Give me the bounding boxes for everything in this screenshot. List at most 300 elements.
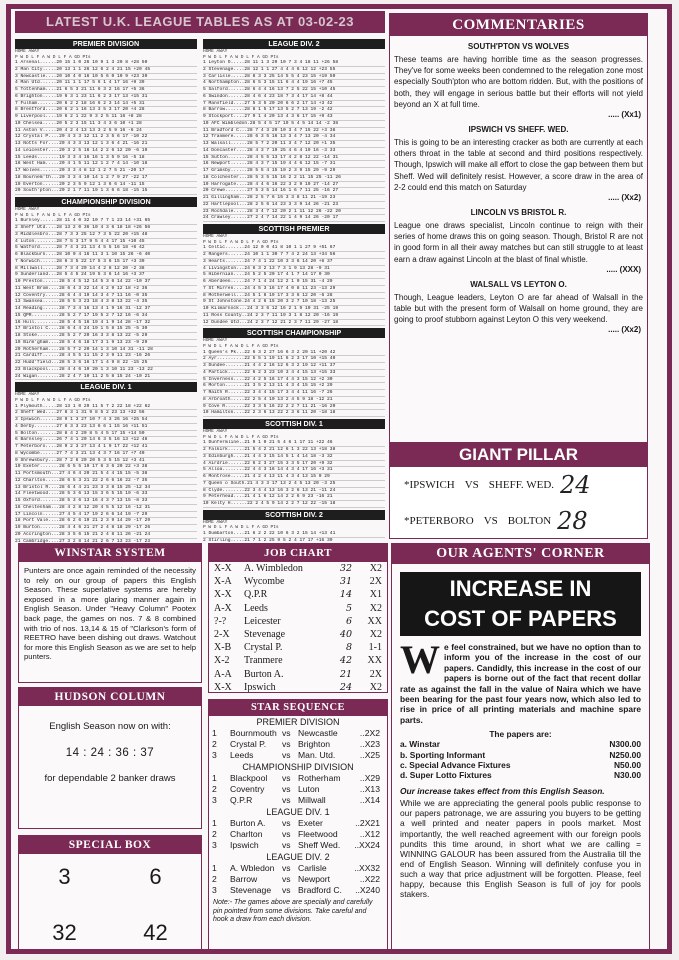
fixture-away: Bradford C. (298, 885, 342, 895)
table-row: 2 Stevenage....28 12 1 1 27 4 4 4 6 12 12 +23 55 (203, 67, 385, 74)
table-row: 10 Kelty H......22 2 4 5 9 14 2 2 7 12 22 -15 18 (203, 501, 385, 508)
table-row: 23 Blackpool....28 4 4 6 19 20 1 3 10 11 23 -13 22 (15, 367, 197, 374)
table-row: 5 Bolton.......28 8 4 2 20 8 5 4 5 17 15 +14 50 (15, 431, 197, 438)
star-fixture-row (209, 750, 387, 761)
special-number: 3 (58, 864, 71, 889)
table-row: 20 Accrington...28 3 5 6 15 21 2 4 8 11 26 -21 24 (15, 532, 197, 539)
job-team: Stevenage (244, 629, 286, 641)
fixture-home: Ipswich (230, 840, 259, 850)
commentary-item (390, 208, 647, 274)
paper-price-list (392, 725, 649, 784)
table-row: 10 Preston......28 5 4 5 12 14 5 3 6 14 22 -10 37 (15, 279, 197, 286)
league1-table (15, 382, 197, 543)
fixture-away: Newcastle (298, 728, 338, 738)
fixture-number: 3 (212, 840, 217, 850)
job-handwritten-pick: 40 (339, 629, 352, 641)
fixture-away: Man. Utd. (298, 750, 336, 760)
fixture-home: Bournmouth (230, 728, 277, 738)
fixture-pick: ..2X21 (355, 818, 380, 828)
job-team: Wycombe (244, 576, 285, 588)
pillar-handwritten-pick: 28 (557, 507, 588, 535)
table-row: 8 Clyde........22 3 4 4 13 16 3 2 6 13 21 -11 24 (203, 488, 385, 495)
job-chart-row (209, 641, 387, 654)
star-fixture-row (209, 784, 387, 795)
table-row: 11 Portsmouth...27 4 6 4 20 21 5 4 4 15 15 -5 38 (15, 471, 197, 478)
table-row: 20 Crewe........27 5 3 5 14 16 1 6 7 11 25 -16 27 (203, 188, 385, 195)
price-increase-banner (400, 572, 641, 636)
table-rows (203, 350, 385, 418)
fixture-away: Luton (298, 784, 320, 794)
table-row: 1 Celtic.......24 12 0 0 41 8 10 1 1 27 9 +51 67 (203, 245, 385, 252)
table-rows (15, 218, 197, 380)
fixture-away: Millwall (298, 795, 326, 805)
fixture-away: Exeter (298, 818, 323, 828)
table-row: 9 Stockport....27 9 1 4 20 13 4 3 6 17 15 +9 43 (203, 114, 385, 121)
table-row: 3 Dundee.......21 4 4 2 16 12 6 3 2 19 12 +11 37 (203, 363, 385, 370)
fixture-pick: ..XX32 (354, 863, 380, 873)
fixture-pick: ..X12 (359, 829, 380, 839)
table-row: 4 Northampton..28 6 5 3 15 11 6 4 4 19 16 +7 45 (203, 80, 385, 87)
star-fixture-row (209, 728, 387, 739)
paper-name: a. Winstar (400, 739, 440, 750)
table-row: 10 Hamilton....22 2 3 6 13 22 2 3 6 11 20 -18 18 (203, 410, 385, 417)
fixture-number: 2 (212, 874, 217, 884)
fixture-away: Brighton (298, 739, 331, 749)
table-row: 15 Sutton.......28 4 5 5 13 17 4 2 8 12 22 -14 31 (203, 155, 385, 162)
job-handwritten-pick: 6 (345, 615, 352, 627)
fixture-number: 2 (212, 829, 217, 839)
fixture-home: Stevenage (230, 885, 272, 895)
commentary-item (390, 42, 647, 119)
job-team: Burton A. (244, 668, 284, 680)
table-row: 22 Hartlepool...28 2 5 6 14 23 3 3 9 14 26 -21 23 (203, 202, 385, 209)
commentary-title: IPSWICH VS SHEFF. WED. (468, 125, 569, 135)
paper-price: N30.00 (613, 770, 641, 781)
job-chart-row (209, 654, 387, 667)
table-row: 11 West Brom....28 6 4 3 22 14 4 2 9 12 18 +2 36 (15, 286, 197, 293)
table-row: 9 Cove R.......22 3 3 5 16 22 2 2 7 11 21 -16 20 (203, 404, 385, 411)
giant-pillar-panel (389, 442, 648, 539)
job-team: A. Wimbledon (244, 563, 303, 574)
job-code: 2-X (214, 629, 230, 641)
table-row: 1 Leyton O.....28 11 1 3 29 10 7 3 4 18 11 +26 58 (203, 60, 385, 67)
table-row: 2 Sheff Wed....27 8 3 1 31 9 8 5 2 23 13 +32 56 (15, 410, 197, 417)
table-row: 1 Burnley......28 11 4 0 32 10 7 7 1 23 14 +31 65 (15, 218, 197, 225)
paper-price-item (400, 760, 641, 770)
commentary-verdict: ..... (XXX) (606, 264, 641, 274)
commentary-item (390, 125, 647, 202)
pillar-home: *PETERBORO (404, 515, 474, 527)
table-row: 17 Wolves.......20 3 3 4 8 12 1 2 7 5 21 -20 17 (15, 168, 197, 175)
fixture-vs: vs (282, 739, 291, 749)
paper-price-item (400, 770, 641, 780)
star-sequence-heading: STAR SEQUENCE (209, 700, 387, 716)
table-row: 7 Queen o South.21 4 3 3 17 13 2 4 5 13 20 -3 25 (203, 481, 385, 488)
job-chart-panel (208, 543, 388, 693)
hudson-numbers: 14 : 24 : 36 : 37 (65, 747, 155, 759)
table-row: 9 Peterhead....21 4 1 6 12 14 2 2 6 9 23 -16 21 (203, 494, 385, 501)
job-code: A-A (214, 668, 232, 680)
star-sequence-divisions (209, 717, 387, 896)
star-sequence-panel (208, 699, 388, 953)
job-team: Leicester (244, 615, 281, 627)
table-row: 8 Barrow.......28 8 1 5 17 13 5 2 7 13 19 -2 42 (203, 107, 385, 114)
hudson-column-panel (18, 687, 202, 829)
agents-lead-paragraph (392, 637, 649, 725)
table-column-header: P W D L F A W D L F A GD Pts (203, 343, 279, 349)
table-row: 6 Aberdeen.....24 7 1 4 24 12 2 1 9 15 31 -4 29 (203, 279, 385, 286)
commentary-verdict: ..... (Xx2) (608, 325, 641, 335)
table-row: 2 Stirling.....21 7 1 2 25 9 5 2 4 17 17 +16 39 (203, 538, 385, 543)
job-chart-row (209, 615, 387, 628)
table-row: 10 Chelsea.....20 5 2 3 15 11 3 4 3 6 10 +1 28 (15, 121, 197, 128)
table-column-header: P W D L F A W D L F A GD Pts (15, 212, 91, 218)
league-column-right (203, 37, 385, 543)
table-rows (203, 531, 385, 543)
fixture-vs: vs (282, 795, 291, 805)
job-code: ?-? (214, 615, 227, 627)
fixture-number: 2 (212, 784, 217, 794)
table-row: 13 Bristol R....28 6 4 4 21 23 3 3 8 15 25 -12 34 (15, 485, 197, 492)
table-row: 1 Plymouth.....28 13 1 0 29 11 5 7 2 22 18 +22 62 (15, 404, 197, 411)
table-row: 12 Coventry.....28 6 4 4 19 14 3 4 7 11 16 -0 35 (15, 293, 197, 300)
table-row: 4 Luton........28 7 5 3 17 9 5 4 4 17 15 +10 45 (15, 239, 197, 246)
table-rows (203, 440, 385, 508)
fixture-number: 1 (212, 818, 217, 828)
table-row: 1 Dumbarton....21 6 2 2 22 10 6 3 2 15 14 +13 41 (203, 531, 385, 538)
pillar-away: BOLTON (507, 515, 552, 527)
table-row: 4 Derby........27 8 3 3 23 13 6 6 1 15 16 +11 51 (15, 424, 197, 431)
star-sequence-note: Note:- The games above are specially and carefully pin pointed from some divisions. Take careful and hook a draw from each division. (213, 899, 373, 923)
job-code: X-B (214, 642, 232, 654)
commentary-title: LINCOLN VS BRISTOL R. (470, 208, 567, 218)
table-title: LEAGUE DIV. 1 (15, 382, 197, 392)
table-row: 4 Man Utd......20 11 1 1 17 5 6 1 4 17 16 +9 39 (15, 80, 197, 87)
fixture-away: Carlisle (298, 863, 327, 873)
table-row: 2 Falkirk......21 5 4 2 21 12 6 1 3 22 13 +18 38 (203, 447, 385, 454)
job-handwritten-pick: 5 (345, 602, 352, 614)
table-row: 19 Everton......20 2 3 5 9 12 1 3 6 6 14 -11 15 (15, 182, 197, 189)
special-box-panel (18, 835, 202, 953)
table-subheader: HOME AWAY (203, 49, 228, 54)
job-team: Tranmere (244, 655, 283, 667)
table-column-header: P W D L F A W D L F A GD Pts (203, 525, 279, 531)
league-tables (15, 37, 385, 543)
banner-line: COST OF PAPERS (424, 606, 617, 631)
job-code: X-X (214, 681, 232, 693)
commentaries-panel (389, 13, 648, 483)
table-row: 1 Queen's Pk...22 6 3 2 27 16 6 3 2 20 11 +20 42 (203, 350, 385, 357)
table-row: 13 Notts For....20 4 3 3 13 12 1 3 6 4 21 -16 21 (15, 141, 197, 148)
table-row: 12 Charlton.....28 6 5 3 21 22 2 6 6 16 22 -7 35 (15, 478, 197, 485)
table-row: 5 Salford......28 6 4 4 16 13 7 2 5 22 15 +10 45 (203, 87, 385, 94)
fixture-vs: vs (282, 885, 291, 895)
job-handwritten-pick: 32 (339, 563, 352, 574)
star-fixture-row (209, 863, 387, 874)
table-subheader: HOME AWAY (203, 519, 228, 525)
table-row: 6 Morton.......21 3 5 2 13 11 4 3 4 15 15 +2 29 (203, 383, 385, 390)
agents-corner-panel (391, 543, 650, 953)
price-effective-note: Our increase takes effect from this English Season. (400, 786, 605, 797)
star-fixture-row (209, 829, 387, 840)
banner-line: INCREASE IN (449, 576, 592, 601)
fixture-home: Burton A. (230, 818, 266, 828)
fixture-vs: vs (282, 818, 291, 828)
league2-table (203, 39, 385, 222)
table-row: 3 Newcastle....20 10 4 0 16 10 5 6 0 10 9 +23 39 (15, 74, 197, 81)
papers-label: The papers are: (489, 729, 552, 740)
job-odds: 2X (369, 668, 382, 680)
fixture-home: Crystal P. (230, 739, 267, 749)
fixture-pick: ..X14 (359, 795, 380, 805)
table-row: 11 Bradford C...28 7 4 3 20 10 3 4 7 15 22 +3 38 (203, 128, 385, 135)
fixture-number: 2 (212, 739, 217, 749)
table-row: 4 Partick......22 6 2 3 23 10 3 4 4 15 13 +15 33 (203, 370, 385, 377)
job-handwritten-pick: 21 (339, 668, 352, 680)
star-fixture-row (209, 739, 387, 750)
fixture-home: Coventry (230, 784, 265, 794)
table-row: 4 Airdrie......22 6 2 3 27 15 3 3 5 17 20 +9 32 (203, 461, 385, 468)
premier-table (15, 39, 197, 195)
table-row: 16 Cheltenham...28 4 2 8 12 20 4 5 5 12 16 -12 31 (15, 505, 197, 512)
job-odds: X2 (369, 629, 382, 641)
job-odds: XX (367, 615, 382, 627)
job-odds: 2X (369, 576, 382, 588)
fixture-pick: ..X240 (355, 885, 380, 895)
pillar-handwritten-pick: 24 (560, 471, 591, 499)
paper-price: N50.00 (613, 759, 641, 770)
table-row: 19 Birm'gham....28 5 4 6 18 17 3 1 9 13 23 -9 29 (15, 340, 197, 347)
table-row: 5 Watford......28 7 4 3 21 13 4 5 5 16 18 +6 42 (15, 245, 197, 252)
job-odds: 1-1 (368, 642, 382, 654)
table-title: PREMIER DIVISION (15, 39, 197, 49)
fixture-home: Q.P.R (230, 795, 253, 805)
star-fixture-row (209, 874, 387, 885)
special-heading: SPECIAL BOX (19, 836, 201, 854)
table-row: 14 Reading......28 7 3 4 16 13 4 1 9 16 31 -12 37 (15, 306, 197, 313)
table-row: 24 Wigan........28 2 4 7 10 11 2 5 8 15 24 -10 21 (15, 374, 197, 381)
table-row: 15 Oxford.......28 5 3 6 13 16 4 3 7 13 15 -8 33 (15, 498, 197, 505)
table-row: 2 Sheff Utd....28 13 2 0 36 10 4 3 6 18 18 +26 56 (15, 225, 197, 232)
table-rows (203, 245, 385, 326)
table-row: 6 Montrose.....21 4 2 4 13 11 4 3 4 13 15 0 29 (203, 474, 385, 481)
lead-text: e feel constrained, but we have no option than to inform you of the increase in the cost of our papers. Candidly, this increase in the cost of our papers is borne out of the fact that recent dollar rate as against the fall in the value of Naira which we have been bearing for the past four years now, which also led to rise in price of all printing materials and machine spare parts. (400, 642, 641, 725)
commentary-verdict: ..... (Xx1) (608, 110, 641, 120)
winstar-system-panel (18, 543, 202, 683)
table-subheader: HOME AWAY (15, 49, 40, 54)
fixture-home: Leeds (230, 750, 254, 760)
table-row: 22 Hudd'field...28 5 3 6 16 17 1 4 9 8 22 -15 25 (15, 360, 197, 367)
table-row: 2 Rangers......24 10 1 1 30 7 7 4 2 24 13 +34 56 (203, 252, 385, 259)
table-row: 9 Liverpool....19 6 2 1 22 9 3 2 5 11 16 +8 28 (15, 114, 197, 121)
table-row: 6 Blackburn....28 10 0 4 16 11 3 1 10 15 26 -6 40 (15, 252, 197, 259)
star-fixture-row (209, 773, 387, 784)
special-number: 6 (149, 864, 162, 889)
job-code: X-X (214, 563, 232, 574)
giant-pillar-heading: GIANT PILLAR (390, 443, 647, 467)
table-row: 3 Carlisle.....28 8 3 3 25 14 5 5 4 23 15 +19 50 (203, 74, 385, 81)
table-row: 3 Hearts.......24 7 4 1 22 10 3 3 6 14 20 +6 37 (203, 259, 385, 266)
table-row: 6 Brighton.....19 6 3 1 23 11 6 2 3 17 13 +15 31 (15, 94, 197, 101)
star-division-title: PREMIER DIVISION (256, 717, 340, 727)
table-row: 6 Swindon......28 4 6 4 23 18 7 3 4 17 14 +8 44 (203, 94, 385, 101)
table-row: 14 Leicester....20 3 2 5 16 14 2 2 6 12 20 -6 19 (15, 148, 197, 155)
table-row: 18 Bournem'th...20 3 3 4 10 14 1 2 7 9 27 -22 17 (15, 175, 197, 182)
table-row: 3 Ipswich......28 9 1 3 27 10 7 4 3 26 16 +25 54 (15, 417, 197, 424)
table-row: 11 Ross County..24 2 3 7 11 19 3 1 8 12 20 -16 19 (203, 313, 385, 320)
job-code: X-A (214, 576, 232, 588)
job-chart-row (209, 602, 387, 615)
commentary-body: This is going to be an interesting cracker as both are currently at each others throat in the table at second and third positions respectively. Though, Ipswich will make all effort to close the gap between them but Sheff. Wed will definitely resist. However, a score draw in the area of 2-2 could end this match on Saturday (394, 138, 643, 192)
commentaries-heading: COMMENTARIES (390, 14, 647, 36)
special-number: 42 (143, 920, 168, 945)
fixture-vs: vs (282, 784, 291, 794)
table-column-header: P W D L F A W D L F A GD Pts (203, 434, 279, 440)
fixture-number: 1 (212, 863, 217, 873)
league-tables-masthead: LATEST U.K. LEAGUE TABLES AS AT 03-02-23 (15, 11, 385, 33)
job-team: Q.P.R (244, 589, 268, 601)
fixture-vs: vs (282, 750, 291, 760)
table-row: 8 Arbroath.....22 2 5 4 10 13 2 4 5 9 18 -12 21 (203, 397, 385, 404)
table-row: 18 Colchester...28 5 3 5 15 16 2 2 11 15 25 -11 26 (203, 175, 385, 182)
job-code: X-2 (214, 655, 230, 667)
fixture-number: 3 (212, 750, 217, 760)
table-row: 17 Grimsby......28 5 5 4 15 10 2 3 9 15 29 -9 29 (203, 168, 385, 175)
pools-paper-page (6, 4, 672, 954)
hudson-heading: HUDSON COLUMN (19, 688, 201, 706)
paper-name: d. Super Lotto Fixtures (400, 770, 492, 781)
fixture-vs: vs (282, 874, 291, 884)
table-subheader: HOME AWAY (15, 392, 40, 398)
commentary-title: SOUTH'PTON VS WOLVES (467, 42, 570, 51)
table-row: 8 Motherwell...24 5 1 6 19 17 3 3 6 12 20 -6 28 (203, 293, 385, 300)
fixture-pick: ..X13 (359, 784, 380, 794)
fixture-home: Barrow (230, 874, 258, 884)
table-rows (15, 404, 197, 543)
special-number: 32 (52, 920, 77, 945)
fixture-away: Rotherham (298, 773, 341, 783)
fixture-home: Charlton (230, 829, 263, 839)
job-team: Leeds (244, 602, 268, 614)
paper-name: b. Sporting Informant (400, 749, 486, 760)
table-row: 12 Crystal P....20 4 3 3 12 11 2 3 5 6 17 -10 22 (15, 134, 197, 141)
table-row: 21 Cardiff......28 4 5 5 11 15 2 3 9 11 23 -16 26 (15, 353, 197, 360)
table-row: 5 Inverness....22 4 2 5 16 17 4 4 3 15 12 +2 30 (203, 377, 385, 384)
job-chart-heading: JOB CHART (209, 544, 387, 562)
table-row: 10 Kilmarnock...24 3 3 6 12 16 2 1 9 10 31 -25 19 (203, 306, 385, 313)
paper-name: c. Special Advance Fixtures (400, 759, 511, 770)
fixture-vs: vs (282, 829, 291, 839)
commentary-item (390, 280, 647, 335)
fixture-pick: ..XX24 (354, 840, 380, 850)
table-title: SCOTTISH DIV. 1 (203, 419, 385, 429)
table-row: 7 Norwich......28 6 3 5 22 17 5 3 6 15 17 +3 39 (15, 259, 197, 266)
job-chart-rows (209, 562, 387, 693)
fixture-home: A. Wbledon (230, 863, 275, 873)
drop-cap: W (400, 637, 440, 682)
table-column-header: P W D L F A W D L F A GD Pts (15, 54, 91, 60)
commentary-body: Though, League leaders, Leyton O are far ahead of Walsall in the table but with the present form of Walsall on home ground, they are going to proof stubborn against Leyton O this very weekend. (394, 292, 643, 325)
table-subheader: HOME AWAY (203, 429, 228, 435)
table-row: 5 Alloa........22 4 4 3 16 14 4 3 4 17 16 +3 31 (203, 467, 385, 474)
job-odds: X2 (369, 602, 382, 614)
job-handwritten-pick: 42 (339, 655, 352, 667)
table-row: 17 Bristol C....28 6 4 4 24 19 1 5 8 15 25 -5 30 (15, 326, 197, 333)
hudson-outro: for dependable 2 banker draws (44, 773, 176, 784)
job-handwritten-pick: 24 (339, 681, 352, 693)
table-row: 7 Mansfield....27 5 3 5 20 20 6 6 2 17 14 +3 42 (203, 101, 385, 108)
job-chart-row (209, 588, 387, 601)
job-odds: X2 (369, 681, 382, 693)
paper-price: N300.00 (609, 739, 641, 750)
fixture-number: 3 (212, 795, 217, 805)
scottish-premier-table (203, 224, 385, 326)
commentary-verdict: ..... (Xx2) (608, 193, 641, 203)
fixture-vs: vs (282, 773, 291, 783)
star-fixture-row (209, 885, 387, 896)
table-title: SCOTTISH CHAMPIONSHIP (203, 328, 385, 338)
table-title: CHAMPIONSHIP DIVISION (15, 197, 197, 207)
job-odds: XX (367, 655, 382, 667)
pillar-row (390, 467, 647, 503)
job-chart-row (209, 628, 387, 641)
table-row: 8 Millwall.....28 7 3 4 20 14 4 2 8 12 20 -2 38 (15, 266, 197, 273)
table-column-header: P W D L F A W D L F A GD Pts (203, 54, 279, 60)
table-row: 18 Stoke........28 5 2 7 20 16 3 3 8 13 22 -5 29 (15, 333, 197, 340)
special-numbers (19, 854, 201, 946)
commentary-body: League one draws specialist, Lincoln continue to reign with their series of home draws this on going season. Though, Bristol R are not in good form in all their away matches but can still struggle to at least earn a draw against Lincoln at the blast of final whistle. (394, 221, 643, 264)
hudson-intro: English Season now on with: (49, 721, 171, 732)
table-row: 5 Tottenham....21 6 5 3 21 11 6 3 2 16 17 +5 36 (15, 87, 197, 94)
job-handwritten-pick: 8 (345, 642, 352, 654)
table-row: 7 Peterboro....28 9 2 3 27 13 4 1 9 17 22 +12 41 (15, 444, 197, 451)
star-fixture-row (209, 795, 387, 806)
star-division-title: CHAMPIONSHIP DIVISION (242, 762, 354, 772)
table-title: SCOTTISH DIV. 2 (203, 510, 385, 520)
winstar-heading: WINSTAR SYSTEM (19, 544, 201, 562)
job-odds: X2 (369, 563, 382, 574)
job-team: Crystal P. (244, 642, 283, 654)
paper-price-item (400, 750, 641, 760)
table-row: 11 Aston V.....20 4 2 4 13 13 3 2 5 9 16 -6 24 (15, 128, 197, 135)
star-division-title: LEAGUE DIV. 1 (266, 807, 330, 817)
star-fixture-row (209, 840, 387, 851)
table-column-header: P W D L F A W D L F A GD Pts (203, 239, 279, 245)
job-chart-row (209, 668, 387, 681)
table-row: 16 West Ham.....20 4 1 5 11 12 1 2 7 4 14 -10 18 (15, 161, 197, 168)
table-row: 23 Rochdale.....28 3 4 7 12 20 2 1 11 12 26 -22 20 (203, 209, 385, 216)
table-row: 6 Barnsley.....26 7 4 1 20 14 6 3 5 16 13 +12 46 (15, 437, 197, 444)
fixture-home: Blackpool (230, 773, 268, 783)
fixture-pick: ..X25 (359, 750, 380, 760)
commentary-title: WALSALL VS LEYTON O. (470, 279, 567, 289)
table-row: 16 Newport......28 4 3 7 15 19 4 4 6 12 15 -7 31 (203, 161, 385, 168)
commentary-body: These teams are having horrible time as the season progresses. They've for some weeks been condemned to the relegation zone most especially South'pton who are bottom ridden. But, with the positions of both, they will engage in serious battle but their efforts will not yield beyond an X at full time. (394, 55, 643, 109)
pillar-row (390, 503, 647, 539)
job-chart-row (209, 575, 387, 588)
fixture-vs: vs (282, 863, 291, 873)
job-code: X-X (214, 589, 232, 601)
table-row: 3 Middlesbro...28 7 3 3 25 12 7 3 5 22 20 +15 48 (15, 232, 197, 239)
table-row: 18 Port Vale....28 6 2 6 19 21 2 3 9 14 29 -17 29 (15, 518, 197, 525)
table-row: 2 Ayr..........22 5 5 1 19 11 6 2 3 17 10 +15 40 (203, 356, 385, 363)
pillar-away: SHEFF. WED. (488, 479, 555, 491)
table-row: 15 Leeds........19 3 3 4 16 16 1 3 5 9 16 -5 18 (15, 155, 197, 162)
job-handwritten-pick: 14 (339, 589, 352, 601)
agents-closing-paragraph: While we are appreciating the general pools public response to our papers patronage, we are assuring you buyers to be getting a well printed and neater papers in pools market. Most importantly, the well reached agreement with our foreign pools pundits this time around, in short what we are calling = WINNING GALOUR has been assured from the Australia till the end of English Season. Winning will definitely confuse you in such a way that price adjustment will be forgotten. Please, feel happy, because this English Season is full of joy for pools stakers. (400, 798, 641, 900)
job-code: A-X (214, 602, 232, 614)
table-row: 21 Gillingham...28 2 5 7 6 15 3 3 8 11 21 -19 23 (203, 195, 385, 202)
